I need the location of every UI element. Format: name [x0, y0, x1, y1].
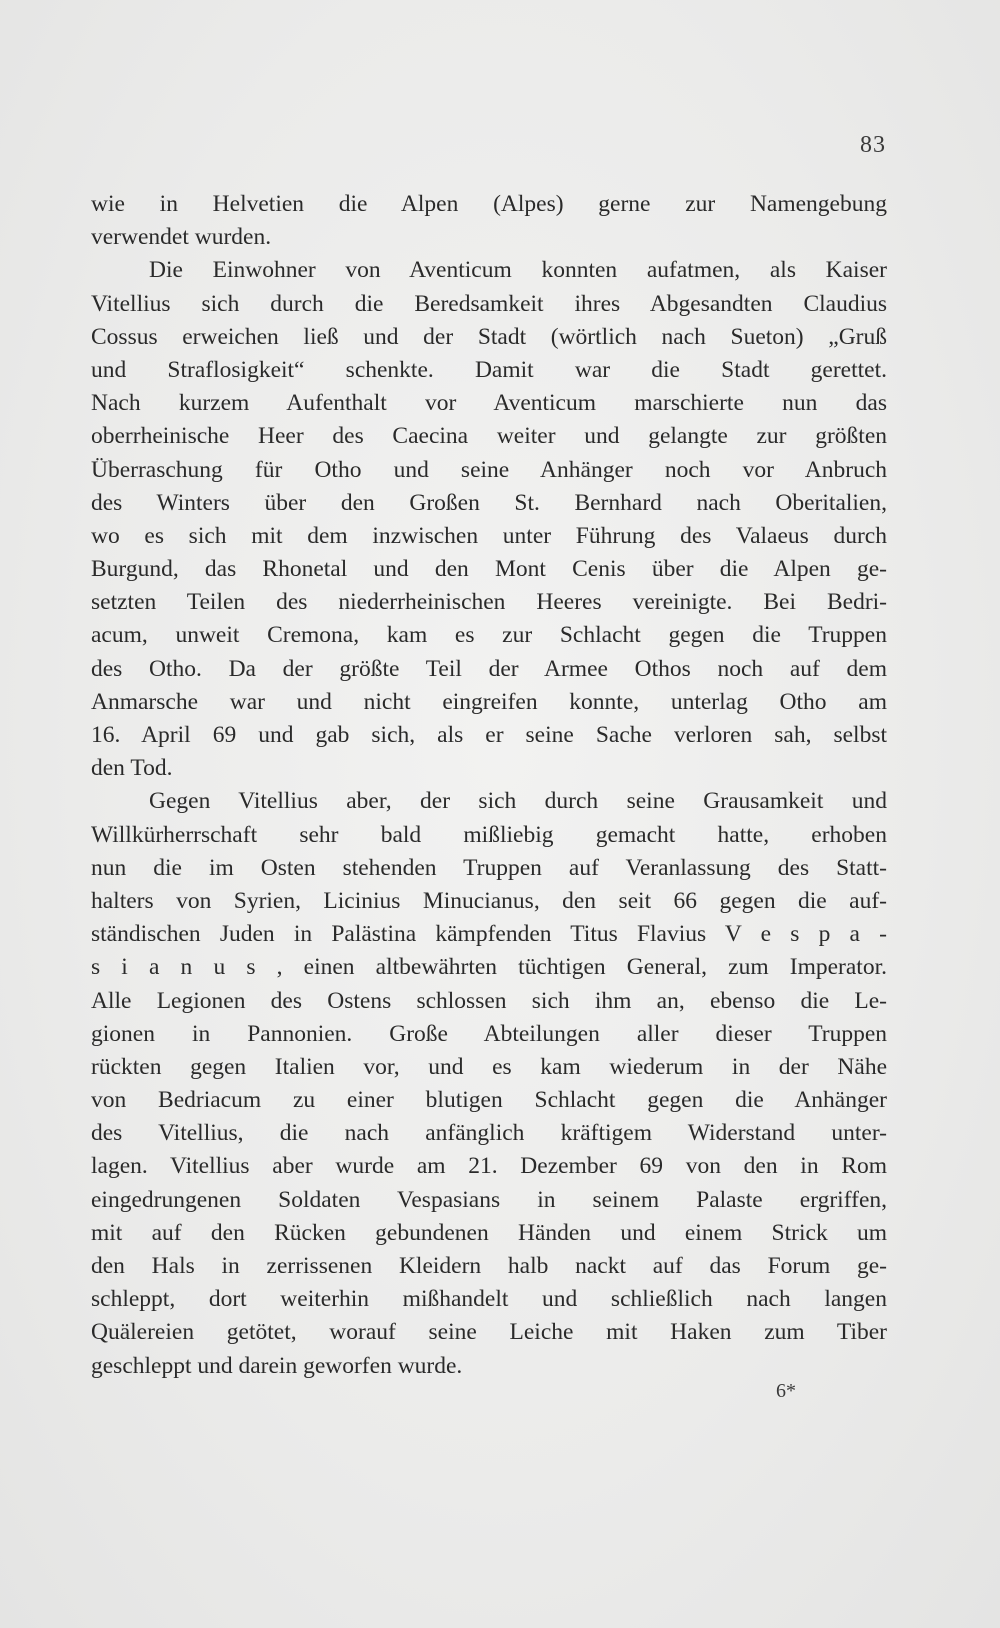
text-line: gionen in Pannonien. Große Abteilungen aller dieser Truppen — [91, 1020, 887, 1047]
text-line: von Bedriacum zu einer blutigen Schlacht gegen die Anhänger — [91, 1087, 887, 1114]
text-line: Burgund, das Rhonetal und den Mont Cenis über die Alpen ge- — [91, 556, 887, 583]
text-line: 16. April 69 und gab sich, als er seine Sache verloren sah, selbst — [91, 722, 887, 748]
text-line: setzten Teilen des niederrheinischen Heeres vereinigte. Bei Bedri- — [91, 589, 887, 616]
text-line: s i a n u s , einen altbewährten tüchtigen General, zum Imperator. — [91, 954, 887, 981]
text-line: den Tod. — [91, 755, 173, 782]
text-line: des Winters über den Großen St. Bernhard nach Oberitalien, — [91, 489, 887, 516]
signature-mark: 6* — [776, 1380, 796, 1402]
text-line: Willkürherrschaft sehr bald mißliebig gemacht hatte, erhoben — [91, 821, 887, 848]
text-line: Anmarsche war und nicht eingreifen konnte, unterlag Otho am — [91, 688, 887, 715]
text-line: rückten gegen Italien vor, und es kam wiederum in der Nähe — [91, 1053, 887, 1080]
text-line: schleppt, dort weiterhin mißhandelt und schließlich nach langen — [91, 1286, 887, 1313]
text-line: verwendet wurden. — [91, 224, 272, 251]
text-line: Quälereien getötet, worauf seine Leiche mit Haken zum Tiber — [91, 1319, 887, 1346]
text-line: wo es sich mit dem inzwischen unter Führung des Valaeus durch — [91, 522, 887, 549]
text-line: Vitellius sich durch die Beredsamkeit ihres Abgesandten Claudius — [91, 290, 887, 317]
text-line: nun die im Osten stehenden Truppen auf Veranlassung des Statt- — [91, 854, 887, 881]
body-text — [91, 188, 887, 1383]
text-line: des Vitellius, die nach anfänglich kräftigem Widerstand unter- — [91, 1120, 887, 1147]
text-line: eingedrungenen Soldaten Vespasians in seinem Palaste ergriffen, — [91, 1186, 887, 1213]
text-line: Überraschung für Otho und seine Anhänger noch vor Anbruch — [91, 456, 887, 483]
text-line: geschleppt und darein geworfen wurde. — [91, 1352, 463, 1379]
text-line: den Hals in zerrissenen Kleidern halb nackt auf das Forum ge- — [91, 1253, 887, 1279]
text-line: oberrheinische Heer des Caecina weiter und gelangte zur größten — [91, 423, 887, 450]
text-line: mit auf den Rücken gebundenen Händen und einem Strick um — [91, 1219, 887, 1246]
text-line: und Straflosigkeit“ schenkte. Damit war die Stadt gerettet. — [91, 356, 887, 383]
paragraph-first-line: Gegen Vitellius aber, der sich durch seine Grausamkeit und — [149, 788, 887, 815]
text-line: Alle Legionen des Ostens schlossen sich ihm an, ebenso die Le- — [91, 987, 887, 1014]
text-line: des Otho. Da der größte Teil der Armee Othos noch auf dem — [91, 655, 887, 682]
text-line: wie in Helvetien die Alpen (Alpes) gerne zur Namengebung — [91, 191, 887, 217]
text-line: halters von Syrien, Licinius Minucianus, den seit 66 gegen die auf- — [91, 887, 887, 914]
text-line: lagen. Vitellius aber wurde am 21. Dezember 69 von den in Rom — [91, 1153, 887, 1180]
page-number: 83 — [860, 132, 886, 158]
text-line: Nach kurzem Aufenthalt vor Aventicum marschierte nun das — [91, 390, 887, 417]
paragraph-first-line: Die Einwohner von Aventicum konnten aufatmen, als Kaiser — [149, 257, 887, 284]
text-line: ständischen Juden in Palästina kämpfenden Titus Flavius V e s p a - — [91, 921, 887, 948]
text-line: acum, unweit Cremona, kam es zur Schlacht gegen die Truppen — [91, 622, 887, 649]
text-line: Cossus erweichen ließ und der Stadt (wörtlich nach Sueton) „Gruß — [91, 323, 887, 350]
